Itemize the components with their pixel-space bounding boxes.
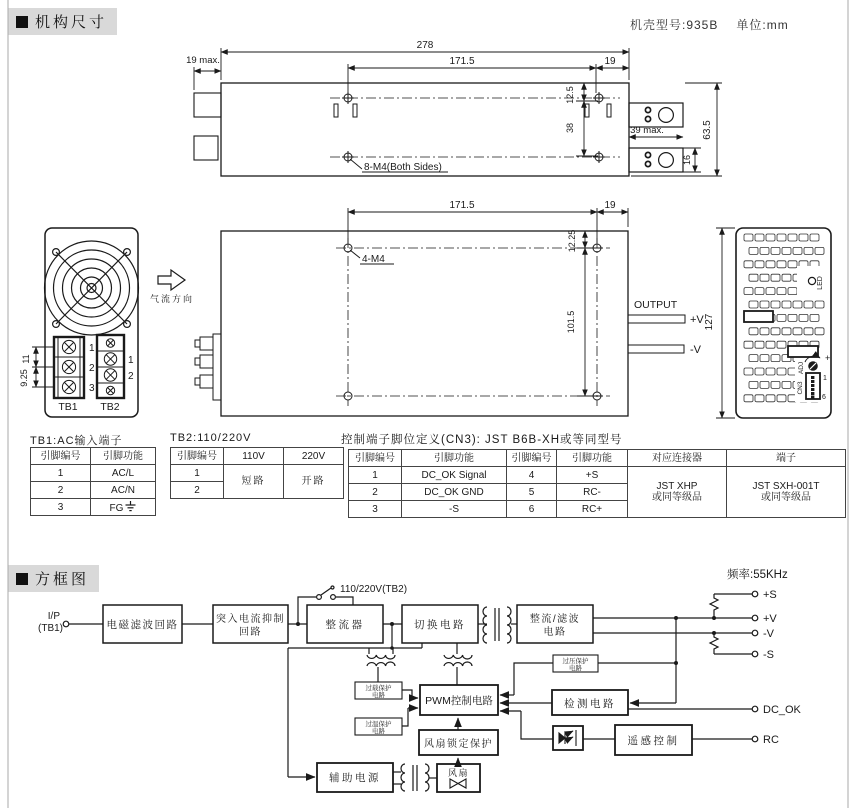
tb2-header-220v: 220V (284, 448, 344, 465)
tb1-fn-cell: AC/L (91, 465, 156, 482)
unit-label: 单位:mm (736, 18, 789, 32)
dim-171-5-mid: 171.5 (449, 200, 475, 211)
tb2-pin-2: 2 (128, 371, 134, 382)
inrush-block-label-2: 回路 (239, 627, 262, 638)
dim-11: 11 (21, 354, 31, 364)
section-title-block-diagram: 方框图 (35, 571, 90, 588)
cn3-header-connector: 对应连接器 (628, 450, 727, 467)
rectifier-block-label: 整流器 (325, 619, 365, 631)
cn3-label: CN3 (797, 381, 804, 395)
dim-19-mid: 19 (604, 200, 616, 211)
tb2-table-title: TB2:110/220V (170, 432, 252, 444)
terminal-plus-s: +S (763, 589, 777, 601)
cn3-terminal-cell (727, 467, 846, 518)
cn3-header-fn-b: 引脚功能 (557, 450, 628, 467)
terminal-minus-v: -V (763, 628, 774, 640)
side-view-dimension-text (186, 40, 713, 173)
tb2-label: TB2 (100, 401, 120, 413)
cn3-cell: DC_OK GND (402, 484, 507, 501)
tb2-pin-1: 1 (128, 355, 134, 366)
switch-label: 110/220V(TB2) (340, 584, 408, 595)
cn3-cell: 1 (349, 467, 402, 484)
cn3-header-pin-a: 引脚编号 (349, 450, 402, 467)
tb1-header-fn: 引脚功能 (91, 448, 156, 465)
adj-label: ADJ (798, 361, 805, 375)
table-row (349, 467, 846, 484)
connector-name: JST XHP (656, 481, 698, 492)
tb2-220v-cell: 开路 (284, 465, 344, 499)
terminal-minus-s: -S (763, 649, 774, 661)
cn3-cell: 2 (349, 484, 402, 501)
cn3-cell: 6 (507, 501, 557, 518)
tb2-header-pin: 引脚编号 (171, 448, 224, 465)
cn3-cell: 3 (349, 501, 402, 518)
dim-171-5-top: 171.5 (449, 56, 475, 67)
cn3-cell: DC_OK Signal (402, 467, 507, 484)
block-diagram (63, 586, 758, 792)
dim-12-5: 12.5 (565, 86, 575, 104)
input-label: I/P (47, 611, 60, 622)
terminal-dc-ok: DC_OK (763, 704, 801, 716)
tb2-110v-cell: 短路 (224, 465, 284, 499)
tb1-fn-cell: AC/N (91, 482, 156, 499)
tb1-pin-3: 3 (89, 383, 95, 394)
fan-lock-block-label: 风扇锁定保护 (424, 739, 493, 750)
tb2-pin1-cell: 1 (171, 465, 224, 482)
cn3-cell: 5 (507, 484, 557, 501)
cn3-connector-cell (628, 467, 727, 518)
tb1-table (30, 447, 156, 516)
cn3-cell: RC+ (557, 501, 628, 518)
tb2-table (170, 447, 344, 499)
emi-filter-block-label: 电磁滤波回路 (106, 619, 179, 631)
cn3-header-pin-b: 引脚编号 (507, 450, 557, 467)
tb1-table-title: TB1:AC输入端子 (30, 435, 123, 447)
terminal-rc: RC (763, 734, 779, 746)
connector-equivalent: 或同等级品 (652, 492, 702, 503)
dim-19-top: 19 (604, 56, 616, 67)
cn3-header-terminal: 端子 (727, 450, 846, 467)
dim-127: 127 (704, 313, 715, 331)
inrush-block-label-1: 突入电流抑制 (216, 614, 285, 625)
terminal-equivalent: 或同等级品 (761, 492, 811, 503)
aux-power-block-label: 辅助电源 (329, 772, 381, 784)
fan-block-label: 风扇 (447, 768, 470, 778)
dim-19-max: 19 max. (186, 55, 220, 66)
cn3-table-title: 控制端子脚位定义(CN3): JST B6B-XH或等同型号 (341, 434, 623, 446)
tb1-pin-cell: 2 (31, 482, 91, 499)
table-row (171, 465, 344, 482)
dim-278: 278 (416, 40, 434, 51)
tb2-header-110v: 110V (224, 448, 284, 465)
label-4-m4: 4-M4 (362, 254, 385, 265)
label-8-m4: 8-M4(Both Sides) (364, 162, 442, 173)
tb1-pin-1: 1 (89, 343, 95, 354)
rear-panel-view (736, 228, 831, 418)
tb1-label: TB1 (58, 401, 78, 413)
olp-block-label-1: 过载保护 (365, 685, 392, 692)
table-row (31, 499, 156, 516)
frequency-label: 频率:55KHz (727, 569, 788, 581)
cn3-cell: -S (402, 501, 507, 518)
terminal-name: JST SXH-001T (752, 481, 820, 492)
pwm-block-label: PWM控制电路 (425, 695, 493, 707)
front-fan-view (32, 228, 185, 417)
olp-block-label-2: 电路 (372, 692, 385, 699)
terminal-plus-v: +V (763, 613, 777, 625)
cn3-cell: RC- (557, 484, 628, 501)
dim-39-max: 39 max. (630, 125, 664, 136)
led-label: LED (817, 276, 824, 290)
top-view-drawing (195, 208, 735, 418)
output-rectifier-block-label-2: 电路 (543, 627, 567, 638)
dim-101-5: 101.5 (566, 310, 576, 334)
dim-9-25: 9.25 (19, 369, 29, 387)
case-model-label: 机壳型号:935B (630, 18, 719, 32)
cn3-pin6-label: 6 (822, 394, 826, 401)
cn3-header-fn-a: 引脚功能 (402, 450, 507, 467)
switching-block-label: 切换电路 (414, 619, 466, 631)
tb1-pin-cell: 3 (31, 499, 91, 516)
cn3-table (348, 449, 846, 518)
section-title-mechanical: 机构尺寸 (35, 14, 108, 31)
tb2-pin2-cell: 2 (171, 482, 224, 499)
dim-63-5: 63.5 (702, 120, 713, 140)
dim-38: 38 (565, 122, 575, 134)
tb1-header-pin: 引脚编号 (31, 448, 91, 465)
cn3-cell: +S (557, 467, 628, 484)
table-row (31, 465, 156, 482)
detection-block-label: 检测电路 (564, 698, 616, 710)
remote-control-block-label: 遥感控制 (627, 735, 680, 747)
airflow-label: 气流方向 (149, 294, 195, 304)
dim-16: 16 (682, 154, 692, 166)
ovp-block-label-2: 电路 (569, 665, 582, 672)
dim-12-25: 12.25 (567, 229, 577, 253)
input-terminal-label: (TB1) (38, 623, 63, 634)
output-rectifier-block-label-1: 整流/滤波 (529, 614, 581, 625)
ground-icon (125, 501, 136, 512)
tb1-pin-cell: 1 (31, 465, 91, 482)
ovp-block-label-1: 过压保护 (562, 658, 589, 665)
tb1-fn-cell (91, 499, 156, 516)
cn3-cell: 4 (507, 467, 557, 484)
label-plus-v: +V (690, 314, 704, 326)
top-view-text (362, 200, 715, 356)
label-minus-v: -V (690, 344, 701, 356)
cn3-pin1-label: 1 (823, 375, 827, 382)
fg-label: FG (109, 502, 124, 514)
side-view-drawing (194, 48, 722, 176)
table-row (31, 482, 156, 499)
otp-block-label-1: 过温保护 (365, 721, 392, 728)
adj-plus-label: + (825, 353, 831, 363)
tb1-pin-2: 2 (89, 363, 95, 374)
label-output: OUTPUT (634, 299, 678, 311)
otp-block-label-2: 电路 (372, 728, 385, 735)
optocoupler-icon (559, 730, 576, 746)
